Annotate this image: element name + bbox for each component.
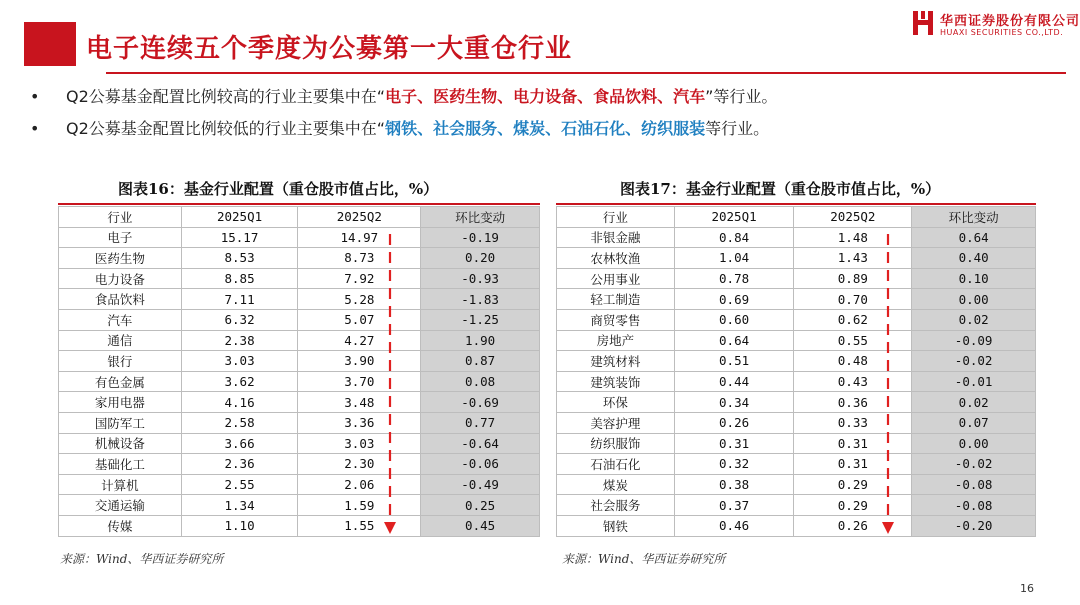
table16-source: 来源：Wind、华西证券研究所 (60, 552, 224, 566)
q1-value-cell: 1.34 (181, 495, 298, 516)
industry-cell: 非银金融 (557, 227, 675, 248)
table-row (557, 392, 1036, 413)
change-value-cell: 0.10 (912, 268, 1036, 289)
industry-cell: 美容护理 (557, 412, 675, 433)
industry-cell: 房地产 (557, 330, 675, 351)
change-value-cell: -0.08 (912, 495, 1036, 516)
change-value-cell: 0.02 (912, 392, 1036, 413)
q1-value-cell: 1.10 (181, 515, 298, 536)
table-row (557, 433, 1036, 454)
table17-source: 来源：Wind、华西证券研究所 (562, 552, 726, 566)
change-value-cell: -1.25 (421, 309, 540, 330)
huaxi-logo-icon (912, 10, 934, 36)
table-row (59, 495, 540, 516)
table16 (58, 206, 540, 537)
table-row (557, 495, 1036, 516)
industry-cell: 医药生物 (59, 248, 182, 269)
change-value-cell: 0.40 (912, 248, 1036, 269)
bullet-suffix: 等行业。 (705, 119, 770, 138)
industry-cell: 食品饮料 (59, 289, 182, 310)
industry-cell: 汽车 (59, 309, 182, 330)
q2-value-cell: 3.36 (298, 412, 421, 433)
table-row (557, 515, 1036, 536)
bullet-prefix: Q2公募基金配置比例较低的行业主要集中在“ (66, 119, 386, 138)
q2-value-cell: 7.92 (298, 268, 421, 289)
q1-value-cell: 6.32 (181, 309, 298, 330)
change-value-cell: 1.90 (421, 330, 540, 351)
q2-value-cell: 1.43 (794, 248, 912, 269)
q1-value-cell: 0.51 (674, 351, 794, 372)
change-value-cell: 0.45 (421, 515, 540, 536)
industry-cell: 农林牧渔 (557, 248, 675, 269)
q1-value-cell: 0.44 (674, 371, 794, 392)
q1-value-cell: 7.11 (181, 289, 298, 310)
q1-value-cell: 0.64 (674, 330, 794, 351)
bullet-highlight: 钢铁、社会服务、煤炭、石油石化、纺织服装 (385, 119, 706, 138)
table-row (59, 392, 540, 413)
q1-value-cell: 8.53 (181, 248, 298, 269)
change-value-cell: -0.02 (912, 351, 1036, 372)
q2-value-cell: 0.48 (794, 351, 912, 372)
industry-cell: 纺织服饰 (557, 433, 675, 454)
table-row (557, 454, 1036, 475)
header-industry: 行业 (59, 207, 182, 228)
change-value-cell: 0.25 (421, 495, 540, 516)
change-value-cell: -0.49 (421, 474, 540, 495)
industry-cell: 基础化工 (59, 454, 182, 475)
industry-cell: 钢铁 (557, 515, 675, 536)
industry-cell: 电力设备 (59, 268, 182, 289)
q2-value-cell: 3.90 (298, 351, 421, 372)
q1-value-cell: 2.58 (181, 412, 298, 433)
q2-value-cell: 2.06 (298, 474, 421, 495)
bullet-prefix: Q2公募基金配置比例较高的行业主要集中在“ (66, 87, 386, 106)
change-value-cell: -0.20 (912, 515, 1036, 536)
header-change: 环比变动 (912, 207, 1036, 228)
table-row (59, 289, 540, 310)
q2-value-cell: 5.07 (298, 309, 421, 330)
q1-value-cell: 0.84 (674, 227, 794, 248)
q1-value-cell: 4.16 (181, 392, 298, 413)
table17 (556, 206, 1036, 537)
q2-value-cell: 0.31 (794, 433, 912, 454)
q2-value-cell: 1.55 (298, 515, 421, 536)
q1-value-cell: 0.37 (674, 495, 794, 516)
change-value-cell: 0.00 (912, 289, 1036, 310)
q1-value-cell: 0.60 (674, 309, 794, 330)
industry-cell: 煤炭 (557, 474, 675, 495)
industry-cell: 环保 (557, 392, 675, 413)
page-title: 电子连续五个季度为公募第一大重仓行业 (86, 34, 573, 64)
q2-value-cell: 0.43 (794, 371, 912, 392)
change-value-cell: 0.77 (421, 412, 540, 433)
change-value-cell: -0.69 (421, 392, 540, 413)
q1-value-cell: 8.85 (181, 268, 298, 289)
table-row (59, 433, 540, 454)
table-row (557, 351, 1036, 372)
change-value-cell: 0.87 (421, 351, 540, 372)
company-logo (912, 8, 1080, 42)
bullet-low-allocation (30, 116, 769, 139)
q2-value-cell: 5.28 (298, 289, 421, 310)
q2-value-cell: 0.89 (794, 268, 912, 289)
q1-value-cell: 3.62 (181, 371, 298, 392)
change-value-cell: 0.07 (912, 412, 1036, 433)
q2-value-cell: 0.36 (794, 392, 912, 413)
industry-cell: 计算机 (59, 474, 182, 495)
table-row (557, 371, 1036, 392)
table-row (557, 289, 1036, 310)
q2-value-cell: 0.31 (794, 454, 912, 475)
header-q1: 2025Q1 (181, 207, 298, 228)
table-row (557, 227, 1036, 248)
q2-value-cell: 3.48 (298, 392, 421, 413)
table-row (59, 330, 540, 351)
q1-value-cell: 2.38 (181, 330, 298, 351)
change-value-cell: -0.64 (421, 433, 540, 454)
table17-title: 图表17：基金行业配置（重仓股市值占比，%） (620, 180, 941, 198)
change-value-cell: -0.01 (912, 371, 1036, 392)
q2-value-cell: 0.26 (794, 515, 912, 536)
q2-value-cell: 2.30 (298, 454, 421, 475)
header-q2: 2025Q2 (794, 207, 912, 228)
q2-value-cell: 3.70 (298, 371, 421, 392)
industry-cell: 通信 (59, 330, 182, 351)
q2-value-cell: 3.03 (298, 433, 421, 454)
change-value-cell: -0.06 (421, 454, 540, 475)
table17-down-arrow-icon (880, 232, 896, 537)
change-value-cell: -1.83 (421, 289, 540, 310)
table16-title: 图表16：基金行业配置（重仓股市值占比，%） (118, 180, 439, 198)
table-row (59, 227, 540, 248)
industry-cell: 公用事业 (557, 268, 675, 289)
q1-value-cell: 15.17 (181, 227, 298, 248)
table-row (59, 371, 540, 392)
change-value-cell: 0.64 (912, 227, 1036, 248)
header-divider (106, 72, 1066, 74)
industry-cell: 机械设备 (59, 433, 182, 454)
q2-value-cell: 1.48 (794, 227, 912, 248)
logo-text-en: HUAXI SECURITIES CO.,LTD. (940, 28, 1064, 37)
table-row (557, 474, 1036, 495)
q1-value-cell: 2.36 (181, 454, 298, 475)
change-value-cell: -0.93 (421, 268, 540, 289)
change-value-cell: -0.08 (912, 474, 1036, 495)
q2-value-cell: 0.33 (794, 412, 912, 433)
table17-top-border (556, 203, 1036, 205)
q2-value-cell: 0.62 (794, 309, 912, 330)
table-row (59, 309, 540, 330)
q2-value-cell: 0.70 (794, 289, 912, 310)
industry-cell: 轻工制造 (557, 289, 675, 310)
table-row (557, 412, 1036, 433)
table17-header-row (557, 207, 1036, 228)
industry-cell: 电子 (59, 227, 182, 248)
q1-value-cell: 0.26 (674, 412, 794, 433)
q2-value-cell: 1.59 (298, 495, 421, 516)
title-accent-block (24, 22, 76, 66)
industry-cell: 建筑材料 (557, 351, 675, 372)
table-row (59, 412, 540, 433)
table-row (59, 474, 540, 495)
q1-value-cell: 2.55 (181, 474, 298, 495)
industry-cell: 社会服务 (557, 495, 675, 516)
q1-value-cell: 0.34 (674, 392, 794, 413)
table-row (557, 330, 1036, 351)
q1-value-cell: 0.69 (674, 289, 794, 310)
change-value-cell: 0.02 (912, 309, 1036, 330)
q2-value-cell: 0.29 (794, 495, 912, 516)
q1-value-cell: 0.32 (674, 454, 794, 475)
table-row (557, 268, 1036, 289)
bullet-dot: • (30, 87, 40, 106)
bullet-dot: • (30, 119, 40, 138)
change-value-cell: -0.19 (421, 227, 540, 248)
table16-down-arrow-icon (382, 232, 398, 537)
table-row (59, 248, 540, 269)
header-change: 环比变动 (421, 207, 540, 228)
q2-value-cell: 14.97 (298, 227, 421, 248)
q1-value-cell: 0.38 (674, 474, 794, 495)
q2-value-cell: 0.29 (794, 474, 912, 495)
header-q2: 2025Q2 (298, 207, 421, 228)
header-industry: 行业 (557, 207, 675, 228)
table-row (59, 515, 540, 536)
bullet-suffix: ”等行业。 (705, 87, 778, 106)
change-value-cell: 0.00 (912, 433, 1036, 454)
industry-cell: 银行 (59, 351, 182, 372)
industry-cell: 石油石化 (557, 454, 675, 475)
q2-value-cell: 0.55 (794, 330, 912, 351)
q1-value-cell: 0.46 (674, 515, 794, 536)
table16-top-border (58, 203, 540, 205)
bullet-highlight: 电子、医药生物、电力设备、食品饮料、汽车 (385, 87, 706, 106)
change-value-cell: 0.08 (421, 371, 540, 392)
industry-cell: 交通运输 (59, 495, 182, 516)
change-value-cell: -0.09 (912, 330, 1036, 351)
change-value-cell: 0.20 (421, 248, 540, 269)
page-number: 16 (1020, 582, 1034, 595)
table-row (59, 351, 540, 372)
table16-header-row (59, 207, 540, 228)
q1-value-cell: 0.31 (674, 433, 794, 454)
q2-value-cell: 4.27 (298, 330, 421, 351)
industry-cell: 商贸零售 (557, 309, 675, 330)
q1-value-cell: 1.04 (674, 248, 794, 269)
table-row (59, 454, 540, 475)
industry-cell: 有色金属 (59, 371, 182, 392)
table-row (557, 248, 1036, 269)
table-row (59, 268, 540, 289)
industry-cell: 家用电器 (59, 392, 182, 413)
q1-value-cell: 3.03 (181, 351, 298, 372)
change-value-cell: -0.02 (912, 454, 1036, 475)
bullet-high-allocation (30, 84, 777, 107)
table-row (557, 309, 1036, 330)
q1-value-cell: 0.78 (674, 268, 794, 289)
logo-text-cn: 华西证券股份有限公司 (940, 14, 1080, 29)
industry-cell: 建筑装饰 (557, 371, 675, 392)
q1-value-cell: 3.66 (181, 433, 298, 454)
industry-cell: 传媒 (59, 515, 182, 536)
industry-cell: 国防军工 (59, 412, 182, 433)
q2-value-cell: 8.73 (298, 248, 421, 269)
header-q1: 2025Q1 (674, 207, 794, 228)
